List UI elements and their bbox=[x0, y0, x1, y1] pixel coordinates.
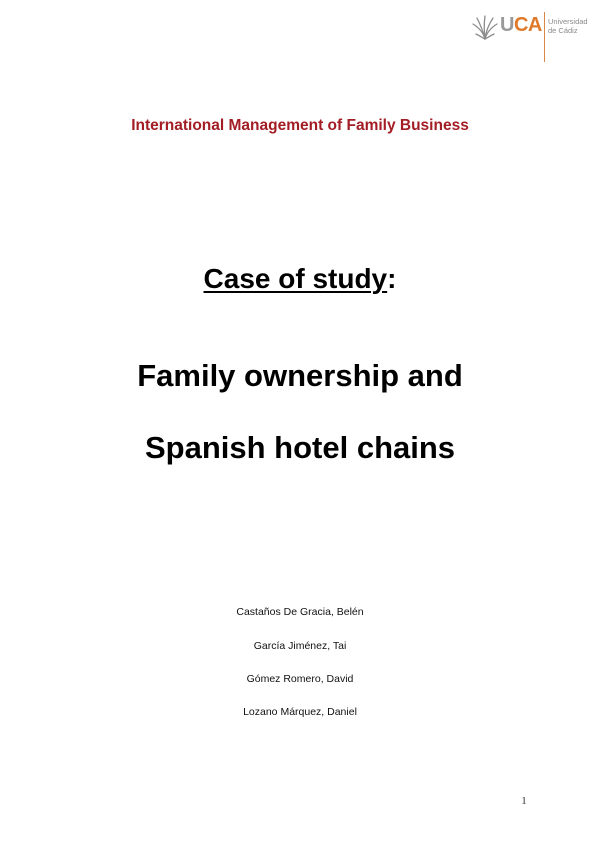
author-name: Castaños De Gracia, Belén bbox=[236, 606, 364, 618]
uca-wordmark: UCA bbox=[500, 14, 542, 36]
document-title-line2: Spanish hotel chains bbox=[144, 430, 456, 465]
document-title-line1: Family ownership and bbox=[137, 358, 463, 393]
author-name: Lozano Márquez, Daniel bbox=[243, 706, 357, 718]
logo-divider bbox=[544, 12, 545, 62]
author-name: Gómez Romero, David bbox=[246, 673, 354, 685]
page-number: 1 bbox=[521, 795, 527, 807]
university-logo bbox=[470, 8, 595, 60]
university-name: Universidad de Cádiz bbox=[548, 17, 588, 35]
author-name: García Jiménez, Tai bbox=[253, 640, 347, 652]
case-heading: Case of study: bbox=[203, 263, 397, 294]
uca-emblem-icon bbox=[470, 12, 500, 42]
course-title: International Management of Family Business bbox=[131, 117, 469, 134]
